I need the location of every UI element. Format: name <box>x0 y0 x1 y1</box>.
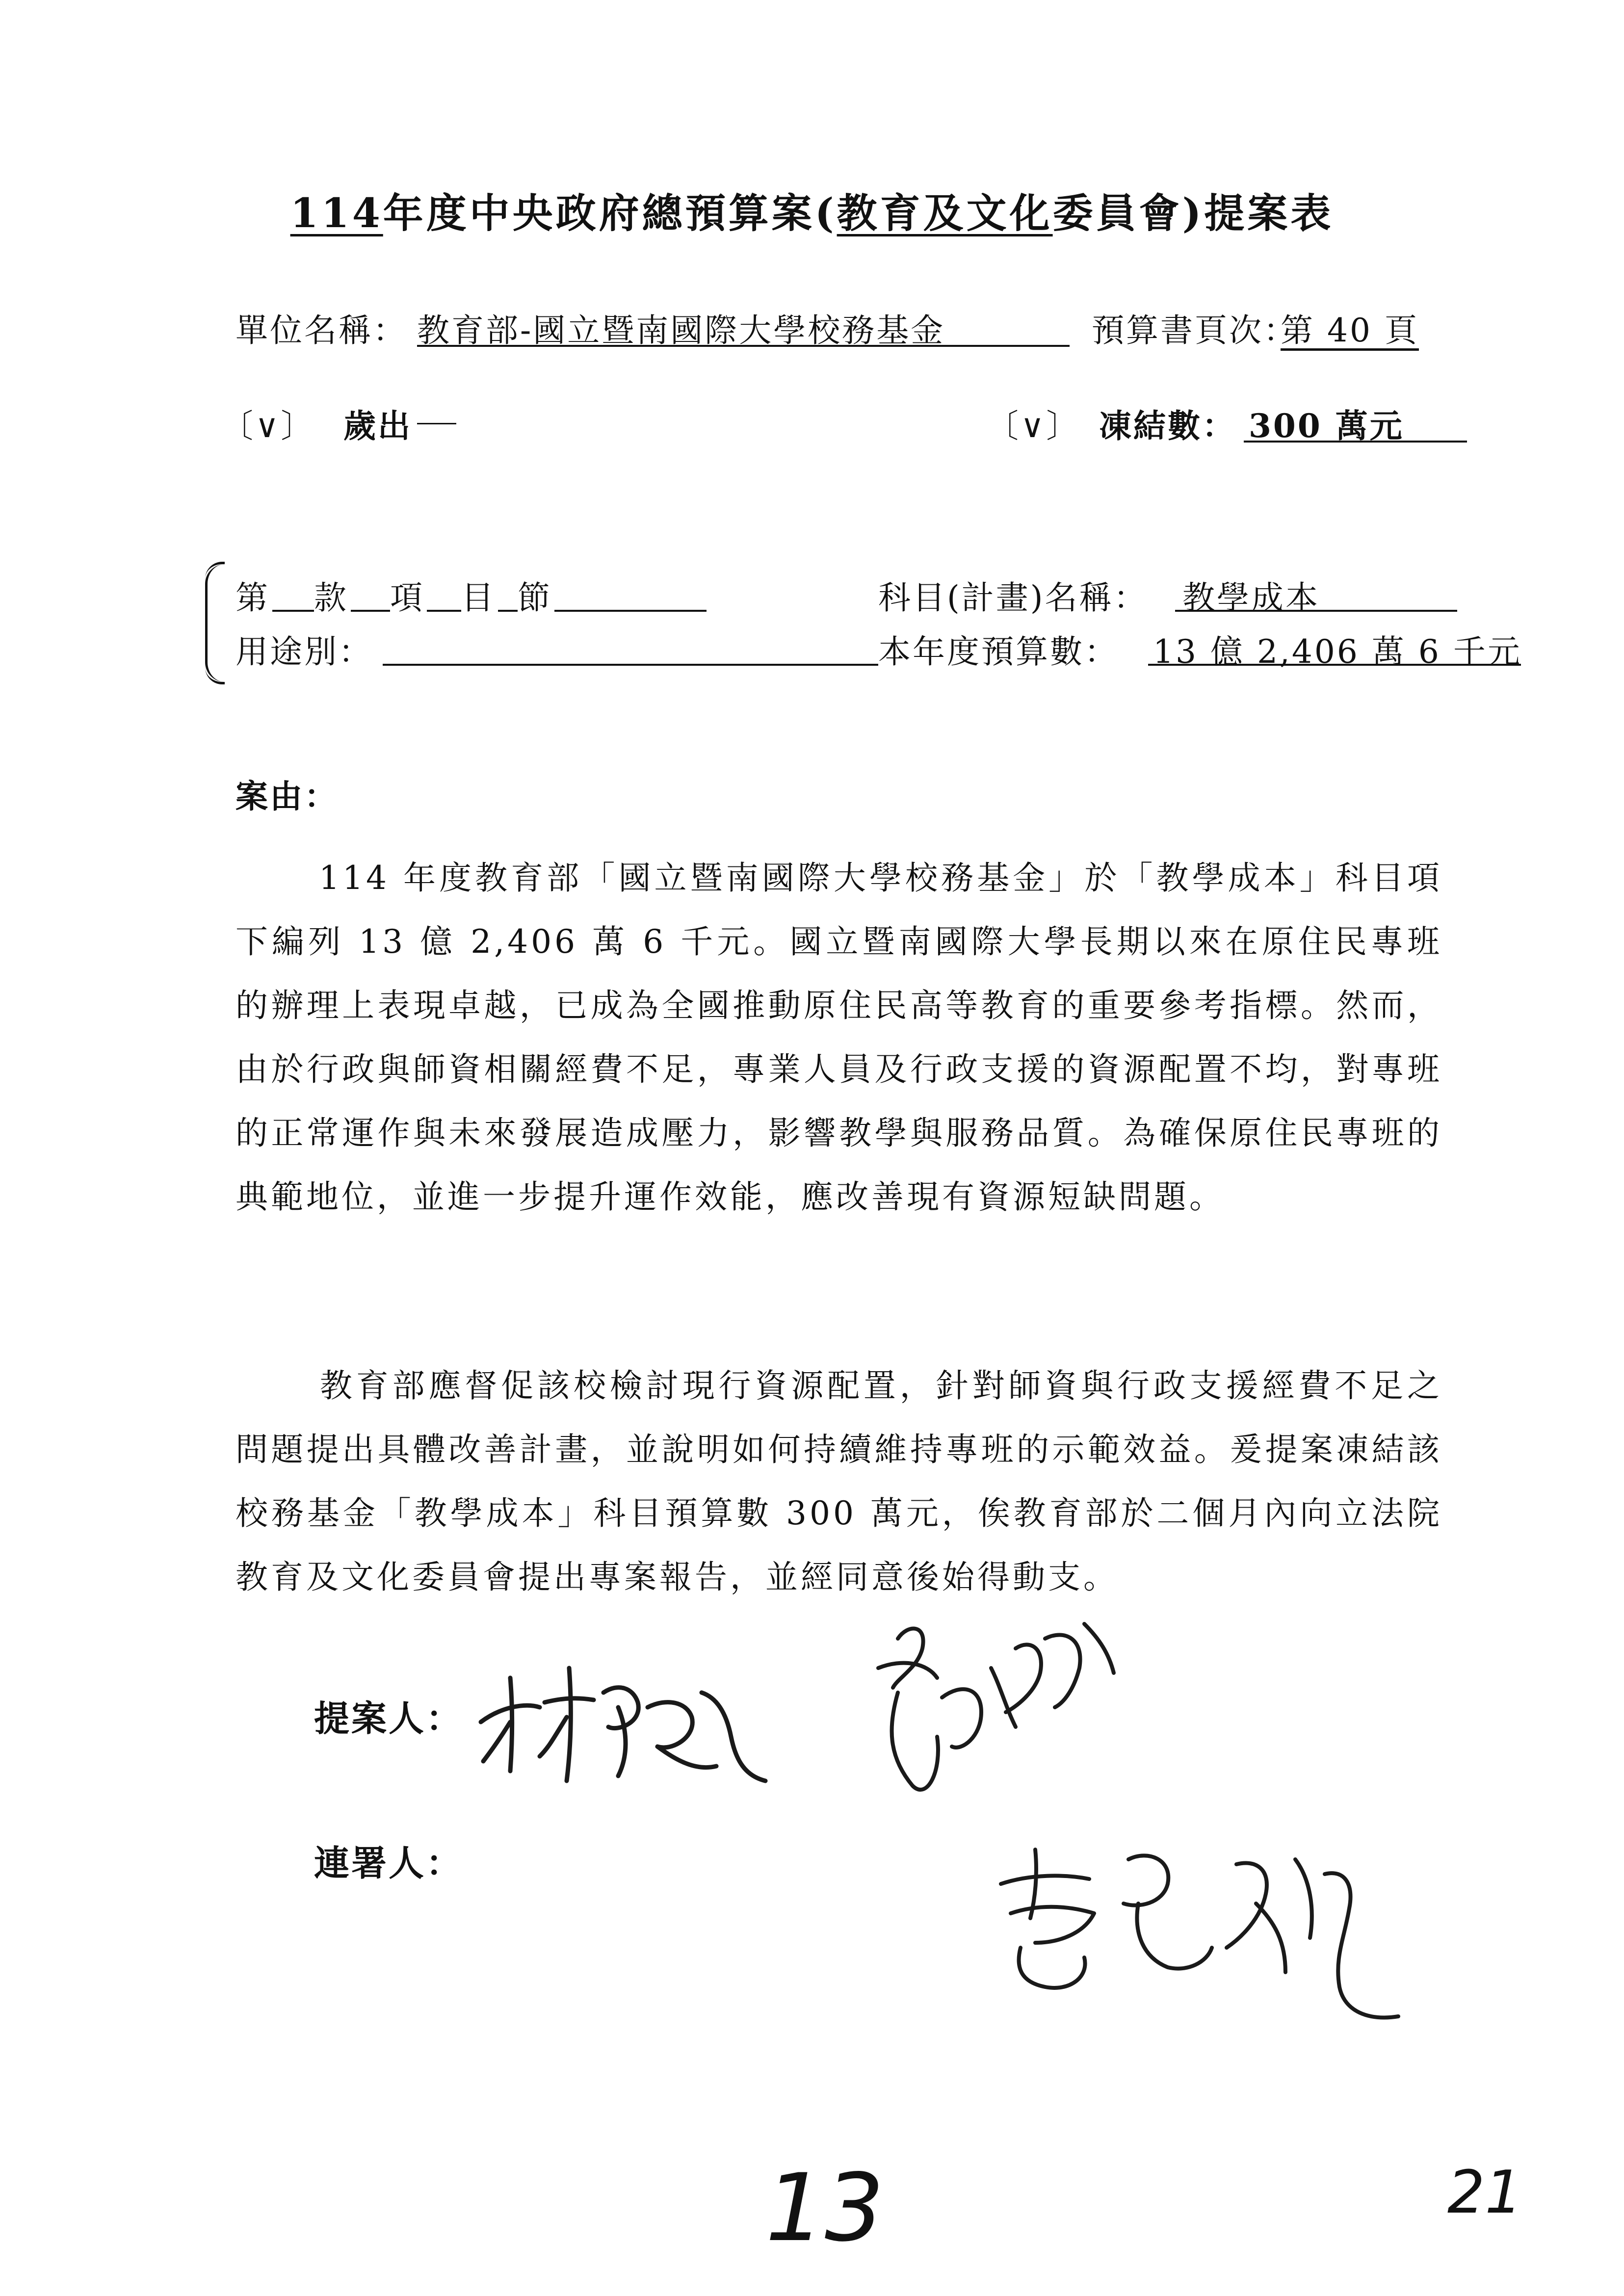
subject-value: 教學成本 <box>1182 579 1320 617</box>
expenditure-checkbox: 〔∨〕 <box>221 407 315 445</box>
budget-underline <box>1148 664 1521 666</box>
freeze-underline <box>1244 441 1467 443</box>
item-blank-2 <box>351 610 390 612</box>
unit-underline <box>417 345 1070 347</box>
subject-label: 科目(計畫)名稱： <box>878 579 1148 617</box>
proposer-label: 提案人： <box>314 1697 464 1739</box>
expenditure-dash <box>417 423 456 424</box>
reason-paragraph-1 <box>236 846 1442 1229</box>
title-committee: 教育及文化 <box>837 190 1053 237</box>
page-ref-label: 預算書頁次： <box>1092 312 1298 349</box>
item-blank-4 <box>498 610 518 612</box>
cosigner-label: 連署人： <box>314 1842 464 1884</box>
title-year: 114 <box>290 190 383 237</box>
subject-underline <box>1175 610 1457 612</box>
reason-paragraph-1-text: 114 年度教育部「國立暨南國際大學校務基金」於「教學成本」科目項下編列 13 億 2,406 萬 6 千元。國立暨南國際大學長期以來在原住民專班的辦理上表現卓越，已成為全國推動原住民高等教育的重要參考指標。然而，由於行政與師資相關經費不足，專業人員及行政支援的資源配置不均，對專班的正常運作與未來發展造成壓力，影響教學與服務品質。為確保原住民專班的典範地位，並進一步提升運作效能，應改善現有資源短缺問題。 <box>236 859 1442 1216</box>
purpose-label: 用途別： <box>236 633 373 671</box>
item-section-4: 目 <box>461 579 496 617</box>
item-blank-3 <box>427 610 461 612</box>
reason-paragraph-2 <box>236 1354 1442 1609</box>
item-blank-1 <box>272 610 314 612</box>
cosigner-signature <box>991 1830 1423 2041</box>
page-number-center: 13 <box>765 2154 884 2262</box>
page-ref-value: 第 40 頁 <box>1281 312 1419 349</box>
item-section-5: 節 <box>518 579 552 617</box>
proposer-signature-2 <box>868 1609 1133 1815</box>
purpose-underline <box>383 664 878 666</box>
budget-value: 13 億 2,406 萬 6 千元 <box>1153 633 1522 671</box>
page-title <box>0 182 1624 239</box>
freeze-value: 300 萬元 <box>1249 407 1404 445</box>
item-blank-5 <box>554 610 707 612</box>
title-part2: 委員會)提案表 <box>1052 190 1334 237</box>
freeze-label: 凍結數： <box>1099 407 1236 445</box>
page-number-right: 21 <box>1447 2159 1522 2227</box>
title-part1: 年度中央政府總預算案( <box>383 190 837 237</box>
item-section-1: 第 <box>236 579 270 617</box>
reason-paragraph-2-text: 教育部應督促該校檢討現行資源配置，針對師資與行政支援經費不足之問題提出具體改善計畫，並說明如何持續維持專班的示範效益。爰提案凍結該校務基金「教學成本」科目預算數 300 萬元，俟教育部於二個月內向立法院教育及文化委員會提出專案報告，並經同意後始得動支。 <box>236 1367 1442 1596</box>
expenditure-label: 歲出 <box>343 407 412 445</box>
proposer-signature-1 <box>471 1648 775 1796</box>
item-brace <box>205 564 231 682</box>
freeze-checkbox: 〔∨〕 <box>986 407 1081 445</box>
budget-label: 本年度預算數： <box>878 633 1119 671</box>
reason-heading: 案由： <box>236 777 339 815</box>
unit-label: 單位名稱： <box>236 312 407 349</box>
item-section-3: 項 <box>390 579 424 617</box>
item-section-2: 款 <box>314 579 348 617</box>
unit-value: 教育部-國立暨南國際大學校務基金 <box>417 312 945 349</box>
